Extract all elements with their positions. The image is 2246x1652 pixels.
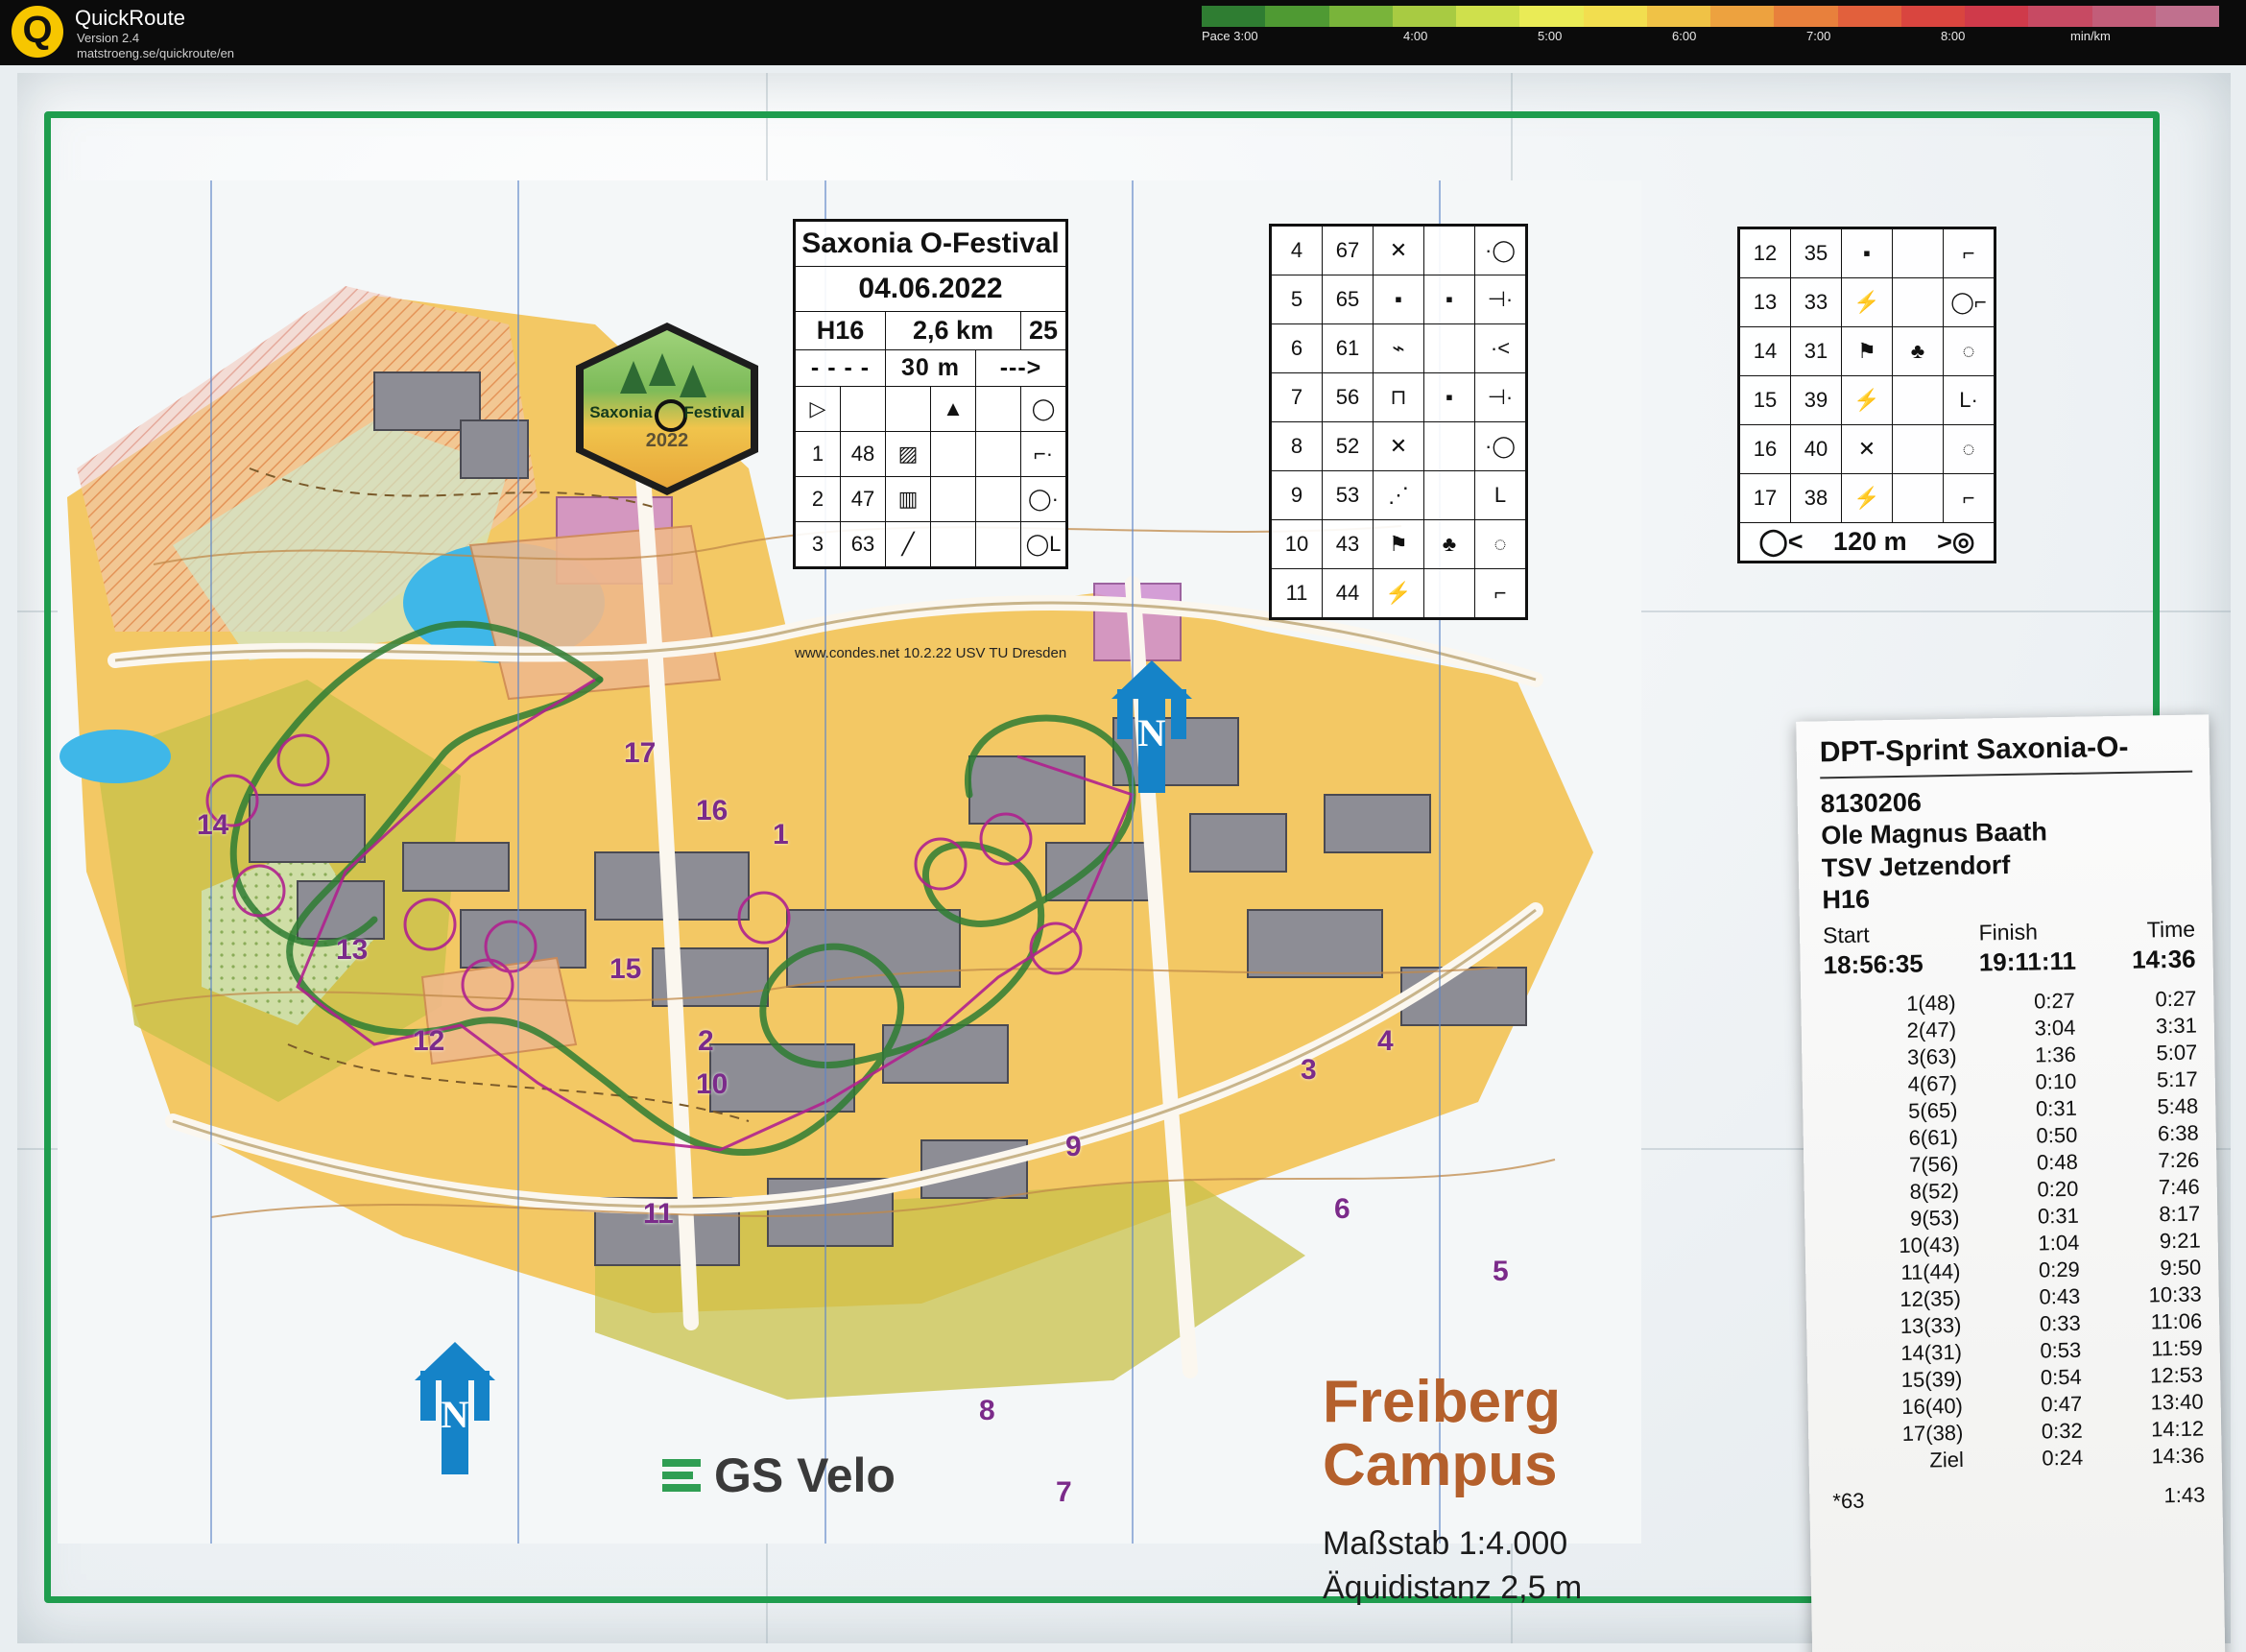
pace-color-swatch: [1774, 6, 1837, 27]
map-control-number: 2: [698, 1025, 714, 1057]
value-start: 18:56:35: [1823, 948, 1923, 980]
splits-elapsed-time: 8:17: [2159, 1201, 2201, 1227]
pace-tick-label: 7:00: [1806, 29, 1831, 43]
map-control-number: 5: [1493, 1256, 1509, 1287]
cd-row-15-code: 39: [1791, 376, 1842, 425]
splits-control: 17(38): [1901, 1420, 1964, 1446]
pace-color-swatch: [1519, 6, 1583, 27]
splits-control: 3(63): [1906, 1043, 1957, 1069]
pace-tick-label: Pace 3:00: [1202, 29, 1258, 43]
pace-tick-label: 5:00: [1538, 29, 1563, 43]
cd-row-4-code: 67: [1323, 227, 1374, 275]
splits-leg-time: 3:04: [2034, 1015, 2076, 1041]
cd-row-10-sym2: ♣: [1424, 520, 1475, 569]
event-title-line1: Saxonia O-Festival: [796, 222, 1066, 267]
splits-control: 2(47): [1906, 1017, 1957, 1042]
tree-icon: [680, 365, 706, 397]
splits-leg-time: 0:53: [2040, 1337, 2082, 1363]
app-toolbar: [0, 0, 2246, 65]
cd-row-8-code: 52: [1323, 422, 1374, 471]
map-control-number: 3: [1301, 1054, 1317, 1086]
north-label: N: [1137, 711, 1166, 754]
cd-row-4-sym1: ✕: [1374, 227, 1424, 275]
cd-row-16-sym3: ◌: [1944, 425, 1995, 474]
split-times-printout[interactable]: [1796, 714, 2226, 1652]
cd-row-8-number: 8: [1272, 422, 1323, 471]
splits-leg-time: 0:48: [2036, 1149, 2079, 1175]
label-finish: Finish: [1978, 919, 2039, 946]
cd-row-10-sym3: ◌: [1475, 520, 1526, 569]
splits-control: 13(33): [1900, 1312, 1962, 1338]
splits-footer-value: 1:43: [2163, 1482, 2206, 1508]
splits-elapsed-time: 6:38: [2157, 1120, 2199, 1146]
map-control-number: 17: [624, 737, 657, 769]
cd-row-15-number: 15: [1740, 376, 1791, 425]
splits-control: 15(39): [1900, 1366, 1963, 1392]
splits-control: 10(43): [1899, 1232, 1961, 1257]
cd-row-9-sym1: ⋰: [1374, 471, 1424, 520]
app-version: Version 2.4: [77, 31, 140, 45]
splits-footer-label: *63: [1832, 1488, 1865, 1514]
splits-elapsed-time: 14:12: [2150, 1416, 2205, 1442]
pace-tick-label: 8:00: [1941, 29, 1966, 43]
cd-row-7-number: 7: [1272, 373, 1323, 422]
cd-row-12-number: 12: [1740, 229, 1791, 278]
map-control-number: 4: [1377, 1025, 1394, 1057]
cd-row-10-code: 43: [1323, 520, 1374, 569]
pace-color-swatch: [1202, 6, 1265, 27]
pace-legend: [1202, 6, 2219, 60]
splits-control: 5(65): [1907, 1097, 1958, 1123]
splits-elapsed-time: 13:40: [2150, 1389, 2204, 1415]
logo-name-2: Festival: [683, 403, 745, 421]
cd-row-3-sym3: ◯L: [1021, 522, 1066, 567]
cd-row-11-sym1: ⚡: [1374, 569, 1424, 618]
splits-elapsed-time: 11:59: [2151, 1335, 2203, 1361]
cd-row-9-sym3: L: [1475, 471, 1526, 520]
splits-leg-time: 1:36: [2034, 1041, 2077, 1067]
cd-row-14-sym3: ◌: [1944, 327, 1995, 376]
control-description-middle: [1269, 224, 1528, 620]
splits-leg-time: 0:33: [2039, 1310, 2081, 1336]
app-url-link[interactable]: matstroeng.se/quickroute/en: [77, 46, 235, 60]
pace-color-swatch: [1901, 6, 1965, 27]
logo-name-1: Saxonia: [589, 403, 653, 421]
cd-row-1-sym1: ▨: [886, 432, 931, 477]
splits-footer: [1832, 1482, 2205, 1514]
cd-row-1-code: 48: [841, 432, 886, 477]
cd-row-9-number: 9: [1272, 471, 1323, 520]
cd-row-5-number: 5: [1272, 275, 1323, 324]
cd-row-3-number: 3: [796, 522, 841, 567]
cd-row-5-sym2: ▪: [1424, 275, 1475, 324]
control-description-right: [1737, 227, 1996, 563]
cd-row-11-number: 11: [1272, 569, 1323, 618]
splits-runner-name: Ole Magnus Baath: [1821, 817, 2048, 850]
splits-control: 14(31): [1900, 1339, 1963, 1365]
cd-row-13-sym3: ◯⌐: [1944, 278, 1995, 327]
cd-row-13-code: 33: [1791, 278, 1842, 327]
app-title: QuickRoute: [75, 6, 185, 30]
cd-row-10-sym1: ⚑: [1374, 520, 1424, 569]
pace-scale-labels: [1202, 29, 2219, 48]
cd-row-4-sym3: ·◯: [1475, 227, 1526, 275]
label-start: Start: [1822, 922, 1870, 948]
cd-row-3-code: 63: [841, 522, 886, 567]
cd-row-12-sym1: ▪: [1842, 229, 1893, 278]
cd-row-8-sym1: ✕: [1374, 422, 1424, 471]
splits-control: 1(48): [1905, 990, 1956, 1016]
splits-elapsed-time: 9:50: [2160, 1255, 2202, 1281]
splits-leg-time: 0:29: [2038, 1257, 2081, 1282]
splits-elapsed-time: 0:27: [2155, 986, 2197, 1012]
cd-row-17-sym1: ⚡: [1842, 474, 1893, 523]
map-contour-interval: Äquidistanz 2,5 m: [1323, 1568, 1583, 1606]
map-control-number: 7: [1056, 1476, 1072, 1508]
cd-row-7-sym3: ⊣·: [1475, 373, 1526, 422]
cd-row-6-sym3: ·<: [1475, 324, 1526, 373]
logo-letter: Q: [22, 9, 53, 51]
cd-row-5-code: 65: [1323, 275, 1374, 324]
cd-row-7-sym1: ⊓: [1374, 373, 1424, 422]
splits-elapsed-time: 5:07: [2156, 1040, 2198, 1065]
splits-column-values: [1823, 944, 2195, 980]
map-place-title: [1323, 1371, 1561, 1496]
pace-color-swatch: [2156, 6, 2219, 27]
map-sheet[interactable]: [0, 65, 2246, 1652]
pace-color-swatch: [2092, 6, 2156, 27]
cd-row-13-number: 13: [1740, 278, 1791, 327]
cd-row-2-code: 47: [841, 477, 886, 522]
course-controls: 25: [1021, 312, 1066, 350]
map-control-number: 13: [336, 934, 369, 966]
splits-leg-time: 0:32: [2041, 1418, 2083, 1444]
cd-row-2-number: 2: [796, 477, 841, 522]
symbol-black-triangle: ▲: [931, 387, 976, 432]
place-line-1: Freiberg: [1323, 1369, 1562, 1435]
splits-elapsed-time: 9:21: [2159, 1228, 2201, 1254]
course-length: 2,6 km: [886, 312, 1021, 350]
cd-row-14-code: 31: [1791, 327, 1842, 376]
sponsor-name: GS Velo: [714, 1448, 896, 1502]
splits-leg-time: 1:04: [2038, 1230, 2080, 1256]
event-logo: [576, 323, 758, 495]
pace-color-swatch: [2028, 6, 2091, 27]
splits-control: 6(61): [1908, 1124, 1959, 1150]
splits-control: 7(56): [1908, 1151, 1959, 1177]
cd-row-2-sym1: ▥: [886, 477, 931, 522]
splits-leg-time: 0:31: [2037, 1203, 2080, 1229]
symbol-circle: ◯: [1021, 387, 1066, 432]
splits-column-labels: [1823, 916, 2195, 948]
cd-row-5-sym1: ▪: [1374, 275, 1424, 324]
splits-event-header: DPT-Sprint Saxonia-O-: [1819, 730, 2129, 769]
cd-row-11-sym3: ⌐: [1475, 569, 1526, 618]
cd-row-7-code: 56: [1323, 373, 1374, 422]
splits-leg-time: 0:20: [2037, 1176, 2079, 1202]
cd-row-9-code: 53: [1323, 471, 1374, 520]
splits-leg-time: 0:54: [2040, 1364, 2082, 1390]
control-description-main: [793, 219, 1068, 569]
map-control-number: 9: [1065, 1131, 1082, 1162]
splits-leg-time: 0:47: [2041, 1391, 2083, 1417]
course-class: H16: [796, 312, 886, 350]
cd-row-6-sym1: ⌁: [1374, 324, 1424, 373]
sponsor-logo: [662, 1448, 896, 1503]
splits-leg-time: 0:10: [2035, 1068, 2077, 1094]
cd-row-17-sym3: ⌐: [1944, 474, 1995, 523]
splits-elapsed-time: 7:46: [2158, 1174, 2200, 1200]
event-date: 04.06.2022: [796, 267, 1066, 312]
tree-icon: [649, 353, 676, 386]
pace-color-swatch: [1265, 6, 1328, 27]
splits-leg-time: 0:50: [2036, 1122, 2078, 1148]
splits-leg-time: 0:31: [2035, 1095, 2078, 1121]
map-scale: Maßstab 1:4.000: [1323, 1525, 1568, 1562]
splits-elapsed-time: 5:48: [2157, 1093, 2199, 1119]
cd-row-15-sym1: ⚡: [1842, 376, 1893, 425]
cd-row-1-sym3: ⌐·: [1021, 432, 1066, 477]
map-control-number: 14: [197, 809, 229, 841]
splits-club: TSV Jetzendorf: [1821, 850, 2011, 883]
value-time: 14:36: [2131, 944, 2196, 974]
splits-leg-time: 0:24: [2042, 1445, 2084, 1471]
place-line-2: Campus: [1323, 1431, 1558, 1498]
quickroute-logo-icon: [12, 6, 63, 58]
cd-row-12-sym3: ⌐: [1944, 229, 1995, 278]
cd-row-16-number: 16: [1740, 425, 1791, 474]
finish-distance-row: ◯< 120 m >◎: [1740, 523, 1995, 562]
cd-row-14-sym2: ♣: [1893, 327, 1944, 376]
map-control-number: 11: [643, 1198, 674, 1230]
cd-row-6-number: 6: [1272, 324, 1323, 373]
value-finish: 19:11:11: [1978, 946, 2077, 977]
pace-color-swatch: [1456, 6, 1519, 27]
map-control-number: 6: [1334, 1193, 1350, 1225]
cd-row-12-code: 35: [1791, 229, 1842, 278]
cd-row-16-code: 40: [1791, 425, 1842, 474]
map-control-number: 12: [413, 1025, 445, 1057]
map-scale-info: [1323, 1522, 1582, 1611]
splits-row: [1831, 1442, 2204, 1475]
cd-row-17-number: 17: [1740, 474, 1791, 523]
pace-color-scale: [1202, 6, 2219, 27]
pace-tick-label: 6:00: [1672, 29, 1697, 43]
tree-icon: [620, 361, 647, 394]
splits-table: [1824, 985, 2205, 1475]
cd-row-4-number: 4: [1272, 227, 1323, 275]
cd-row-14-sym1: ⚑: [1842, 327, 1893, 376]
splits-elapsed-time: 10:33: [2148, 1281, 2202, 1307]
splits-control: Ziel: [1929, 1447, 1965, 1472]
cd-row-5-sym3: ⊣·: [1475, 275, 1526, 324]
pace-color-swatch: [1647, 6, 1710, 27]
logo-year: 2022: [645, 430, 689, 451]
cd-row-14-number: 14: [1740, 327, 1791, 376]
cd-row-10-number: 10: [1272, 520, 1323, 569]
cd-row-3-sym1: ╱: [886, 522, 931, 567]
start-distance: 30 m: [886, 350, 976, 387]
pace-color-swatch: [1710, 6, 1774, 27]
start-dash-prefix: - - - -: [796, 350, 886, 387]
north-label: N: [441, 1393, 469, 1436]
splits-control: 12(35): [1900, 1285, 1962, 1311]
map-control-number: 15: [609, 953, 642, 985]
cd-row-8-sym3: ·◯: [1475, 422, 1526, 471]
splits-leg-time: 0:43: [2039, 1283, 2081, 1309]
cd-row-15-sym3: L·: [1944, 376, 1995, 425]
splits-elapsed-time: 12:53: [2149, 1362, 2204, 1388]
cd-row-2-sym3: ◯·: [1021, 477, 1066, 522]
splits-control: 11(44): [1900, 1258, 1961, 1284]
pace-color-swatch: [1329, 6, 1393, 27]
splits-elapsed-time: 14:36: [2151, 1443, 2205, 1469]
cd-row-11-code: 44: [1323, 569, 1374, 618]
map-control-number: 10: [696, 1068, 729, 1100]
map-control-number: 1: [773, 819, 789, 850]
label-time: Time: [2146, 916, 2196, 943]
splits-elapsed-time: 11:06: [2150, 1308, 2203, 1334]
splits-elapsed-time: 3:31: [2155, 1013, 2198, 1039]
pace-color-swatch: [1965, 6, 2028, 27]
north-arrow-icon: [1111, 660, 1192, 795]
cd-row-1-number: 1: [796, 432, 841, 477]
splits-chip-number: 8130206: [1820, 787, 1923, 819]
splits-elapsed-time: 7:26: [2158, 1147, 2200, 1173]
pace-color-swatch: [1838, 6, 1901, 27]
cd-row-13-sym1: ⚡: [1842, 278, 1893, 327]
finish-distance: 120 m: [1833, 527, 1907, 556]
splits-control: 9(53): [1909, 1205, 1960, 1231]
condes-credit: www.condes.net 10.2.22 USV TU Dresden: [795, 645, 1067, 661]
map-control-number: 8: [979, 1395, 995, 1426]
splits-class: H16: [1822, 884, 1871, 915]
pace-color-swatch: [1393, 6, 1456, 27]
symbol-start-triangle: ▷: [796, 387, 841, 432]
splits-control: 4(67): [1907, 1070, 1958, 1096]
pace-color-swatch: [1584, 6, 1647, 27]
north-arrow-icon: [415, 1342, 495, 1476]
map-control-number: 16: [696, 795, 729, 826]
splits-elapsed-time: 5:17: [2156, 1066, 2198, 1092]
cd-row-17-code: 38: [1791, 474, 1842, 523]
sponsor-bars-icon: [662, 1459, 701, 1492]
pace-tick-label: min/km: [2070, 29, 2111, 43]
splits-control: 8(52): [1909, 1178, 1960, 1204]
start-arrow-suffix: --->: [976, 350, 1066, 387]
cd-row-16-sym1: ✕: [1842, 425, 1893, 474]
cd-row-6-code: 61: [1323, 324, 1374, 373]
pace-tick-label: 4:00: [1403, 29, 1428, 43]
cd-row-7-sym2: ▪: [1424, 373, 1475, 422]
splits-control: 16(40): [1901, 1393, 1964, 1419]
splits-leg-time: 0:27: [2033, 988, 2076, 1014]
